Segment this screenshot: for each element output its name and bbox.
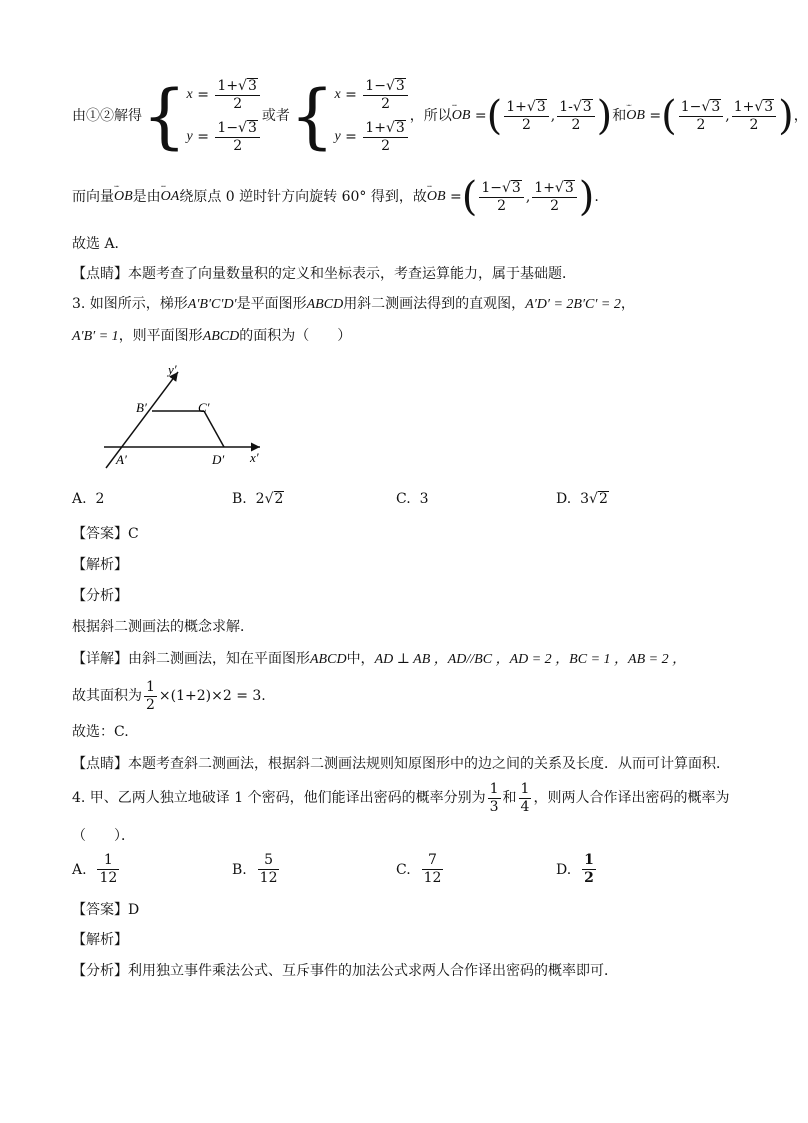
q3-area: 故其面积为 $\frac{1}{2}$ ×(1+2)×2 = 3 . (72, 678, 266, 713)
q4-line2: （ ）． (72, 828, 135, 844)
vector-oa: ᵕᵕᵕ OA (161, 187, 180, 207)
q4-analysis: 【解析】 (72, 932, 128, 948)
brace-left-2: { (289, 75, 335, 157)
q3-detail: 【详解】由斜二测画法，知在平面图形ABCD中，AD ⊥ AB ，AD//BC ，AD = 2 ，BC = 1 ，AB = 2 ， (72, 651, 687, 667)
q4-fenxi: 【分析】利用独立事件乘法公式、互斥事件的加法公式求两人合作译出密码的概率即可． (72, 963, 618, 979)
label-y: y′ (168, 362, 177, 377)
q4-option-a[interactable]: A. $\frac{1}{12}$ (72, 852, 118, 886)
label-b: B′ (136, 400, 147, 415)
brace-left: { (142, 75, 187, 157)
solution-systems-line: 由①②解得 { x = $\frac{1+√3}{2}$ y = $\frac{1-√3}{2}$ 或者 { x = $\frac{1-√3}{2}$ y = $\frac{1+√3}{2}$ ，所以 ᵕᵕᵕ OB = ( $\frac{1+√3}{2}$ , $\frac{1-√3}{2}$ ) 和 ᵕᵕᵕ OB = ( $\frac{1-√3}{2}$ , $\frac{1+√3}{2}$ ) ， (72, 68, 808, 164)
q3-fenxi-text: 根据斜二测画法的概念求解． (72, 619, 254, 635)
label-c: C′ (198, 400, 210, 415)
q3-fenxi: 【分析】 (72, 588, 128, 604)
system-1: x = $\frac{1+√3}{2}$ y = $\frac{1-√3}{2}$ (187, 74, 262, 158)
q4-line1: 4. 甲、乙两人独立地破译 1 个密码，他们能译出密码的概率分别为 $\frac{1}{3}$ 和 $\frac{1}{4}$ ，则两人合作译出密码的概率为 (72, 780, 730, 815)
q3-option-a[interactable]: A. 2 (72, 491, 105, 507)
q4-answer: 【答案】D (72, 902, 140, 918)
vector-ob: ᵕᵕᵕ OB (452, 106, 471, 126)
or-text: 或者 (261, 108, 290, 124)
rotation-line: 而向量 ᵕᵕᵕ OB 是由 ᵕᵕᵕ OA 绕原点 0 逆时针方向旋转 60° 得到，故 ᵕᵕᵕ OB = ( $\frac{1-√3}{2}$ , $\frac{1+√3}{2}$ ) . (72, 172, 599, 222)
vector-ob-2: ᵕᵕᵕ OB (626, 106, 645, 126)
q3-answer: 【答案】C (72, 526, 139, 542)
vector-ob-3: ᵕᵕᵕ OB (114, 187, 133, 207)
q3-analysis: 【解析】 (72, 557, 128, 573)
segment-cd (204, 411, 224, 447)
trapezoid-figure (100, 362, 280, 472)
q3-line1: 3. 如图所示，梯形A′B′C′D′是平面图形ABCD用斜二测画法得到的直观图，A′D′ = 2B′C′ = 2， (72, 296, 635, 312)
label-d: D′ (212, 452, 225, 467)
select-a: 故选 A． (72, 236, 129, 252)
q4-option-d[interactable]: D. $\frac{1}{2}$ (556, 852, 594, 886)
q3-option-d[interactable]: D. 3√2 (556, 491, 608, 507)
comment-q2: 【点睛】本题考查了向量数量积的定义和坐标表示，考查运算能力，属于基础题． (72, 266, 576, 282)
q3-comment: 【点睛】本题考查斜二测画法，根据斜二测画法规则知原图形中的边之间的关系及长度．从而可计算面积． (72, 756, 730, 772)
solve-lead: 由①②解得 (72, 108, 142, 124)
q3-select: 故选：C. (72, 724, 129, 740)
so-text: ，所以 (409, 108, 452, 124)
label-x: x′ (250, 450, 259, 465)
q3-option-b[interactable]: B. 2√2 (232, 491, 284, 507)
label-a: A′ (116, 452, 127, 467)
q4-option-b[interactable]: B. $\frac{5}{12}$ (232, 852, 278, 886)
system-2: x = $\frac{1-√3}{2}$ y = $\frac{1+√3}{2}$ (334, 74, 409, 158)
q4-option-c[interactable]: C. $\frac{7}{12}$ (396, 852, 442, 886)
q3-option-c[interactable]: C. 3 (396, 491, 429, 507)
vector-ob-4: ᵕᵕᵕ OB (427, 187, 446, 207)
and-text: 和 (612, 108, 627, 124)
q3-line2: A′B′ = 1，则平面图形ABCD的面积为（ ） (72, 328, 352, 344)
